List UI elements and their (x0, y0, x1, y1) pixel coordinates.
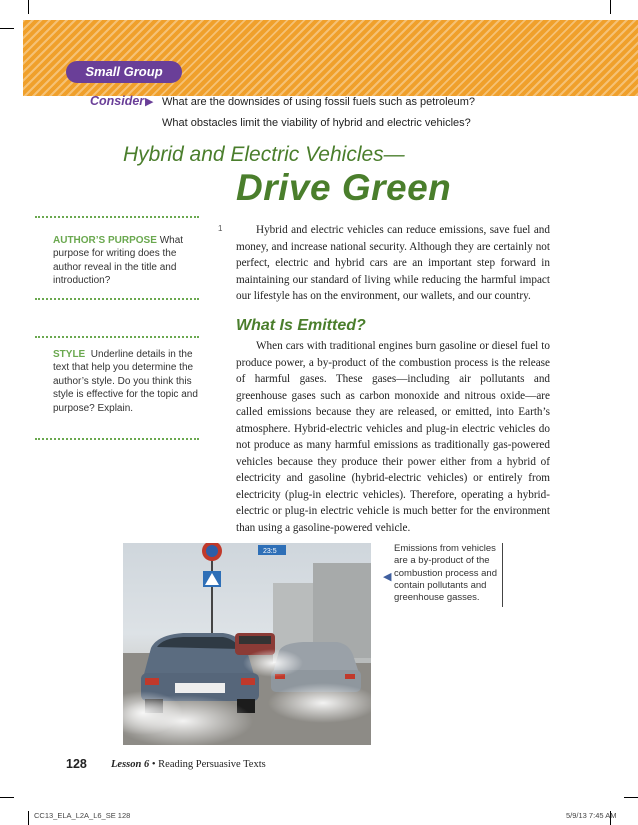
section-label: Reading Persuasive Texts (158, 759, 266, 770)
crop-mark (624, 797, 638, 798)
consider-question-2: What obstacles limit the viability of hybrid and electric vehicles? (162, 117, 471, 129)
caption-line: Emissions from vehicles (394, 543, 496, 554)
consider-question-1: What are the downsides of using fossil fuels such as petroleum? (162, 96, 476, 108)
arrow-right-icon: ▶ (145, 95, 154, 108)
crop-mark (610, 0, 611, 14)
sidebar-line: introduction? (53, 275, 111, 287)
sidebar-line: purpose for writing does the (53, 248, 177, 260)
caption-line: contain pollutants and (394, 579, 487, 591)
footer-separator: • (151, 759, 156, 770)
sidebar-line: purpose? Explain. (53, 402, 134, 414)
caption-line: greenhouse gasses. (394, 592, 480, 604)
header-banner (23, 20, 638, 96)
article-title-main: Drive Green (236, 167, 452, 208)
intro-paragraph: Hybrid and electric vehicles can reduce emissions, save fuel and money, and increase national security. Although they are certainly not perfect, electric and hybrid cars are an important step forward in maintaining our standard of living while reducing the harmful impact our lifestyle has on the environment, our wallets, and our country. (236, 224, 550, 302)
road-sign-text: 23:5 (263, 548, 277, 555)
authors-purpose-box (35, 216, 199, 300)
sidebar-line: text that help you determine the (53, 362, 194, 374)
crop-mark (0, 28, 14, 29)
caption-line: are a by-product of the (394, 555, 490, 567)
article-title: Hybrid and Electric Vehicles— (123, 143, 405, 166)
traffic-emissions-photo (123, 543, 371, 745)
sidebar-line: style is effective for the topic and (53, 389, 198, 401)
running-footer (111, 759, 266, 770)
small-group-tag: Small Group (66, 61, 182, 83)
sidebar-line: What (159, 235, 184, 246)
authors-purpose-heading: AUTHOR’S PURPOSE (53, 235, 157, 246)
body-paragraph: When cars with traditional engines burn gasoline or diesel fuel to produce power, a by-product of the combustion process is the release of harmful gases. These gases—including air pollutants and greenhouse gases such as carbon monoxide and nitrous oxide—are called emissions because they are released, or emitted, into Earth’s atmosphere. Hybrid-electric vehicles and plug-in electric vehicles do not produce as many harmful emissions as traditionally gas-powered vehicles because they produce their power either from a hybrid of electricity and gasoline (hybrid-electric vehicles) or entirely from electricity (plug-in electric vehicles). Therefore, operating a hybrid-electric or plug-in electric vehicle is much better for the environment than using a gasoline-powered vehicle. (236, 340, 550, 534)
section-heading: What Is Emitted? (236, 317, 366, 334)
style-box (35, 336, 199, 440)
consider-label: Consider (90, 94, 145, 108)
print-slug-date: 5/9/13 7:45 AM (566, 811, 617, 820)
crop-mark (0, 797, 14, 798)
print-slug-file: CC13_ELA_L2A_L6_SE 128 (34, 811, 131, 820)
style-heading: STYLE (53, 349, 86, 360)
sidebar-line: Underline details in the (90, 349, 193, 360)
page-number: 128 (66, 757, 87, 771)
paragraph-number: 1 (218, 224, 223, 233)
crop-mark (28, 0, 29, 14)
lesson-label: Lesson 6 (111, 759, 150, 770)
sidebar-line: author’s style. Do you think this (53, 375, 192, 387)
sidebar-line: author reveal in the title and (53, 261, 177, 273)
crop-mark (28, 811, 29, 825)
photo-caption (394, 543, 503, 607)
caption-line: combustion process and (394, 567, 497, 579)
arrow-left-icon: ◀ (383, 570, 392, 583)
